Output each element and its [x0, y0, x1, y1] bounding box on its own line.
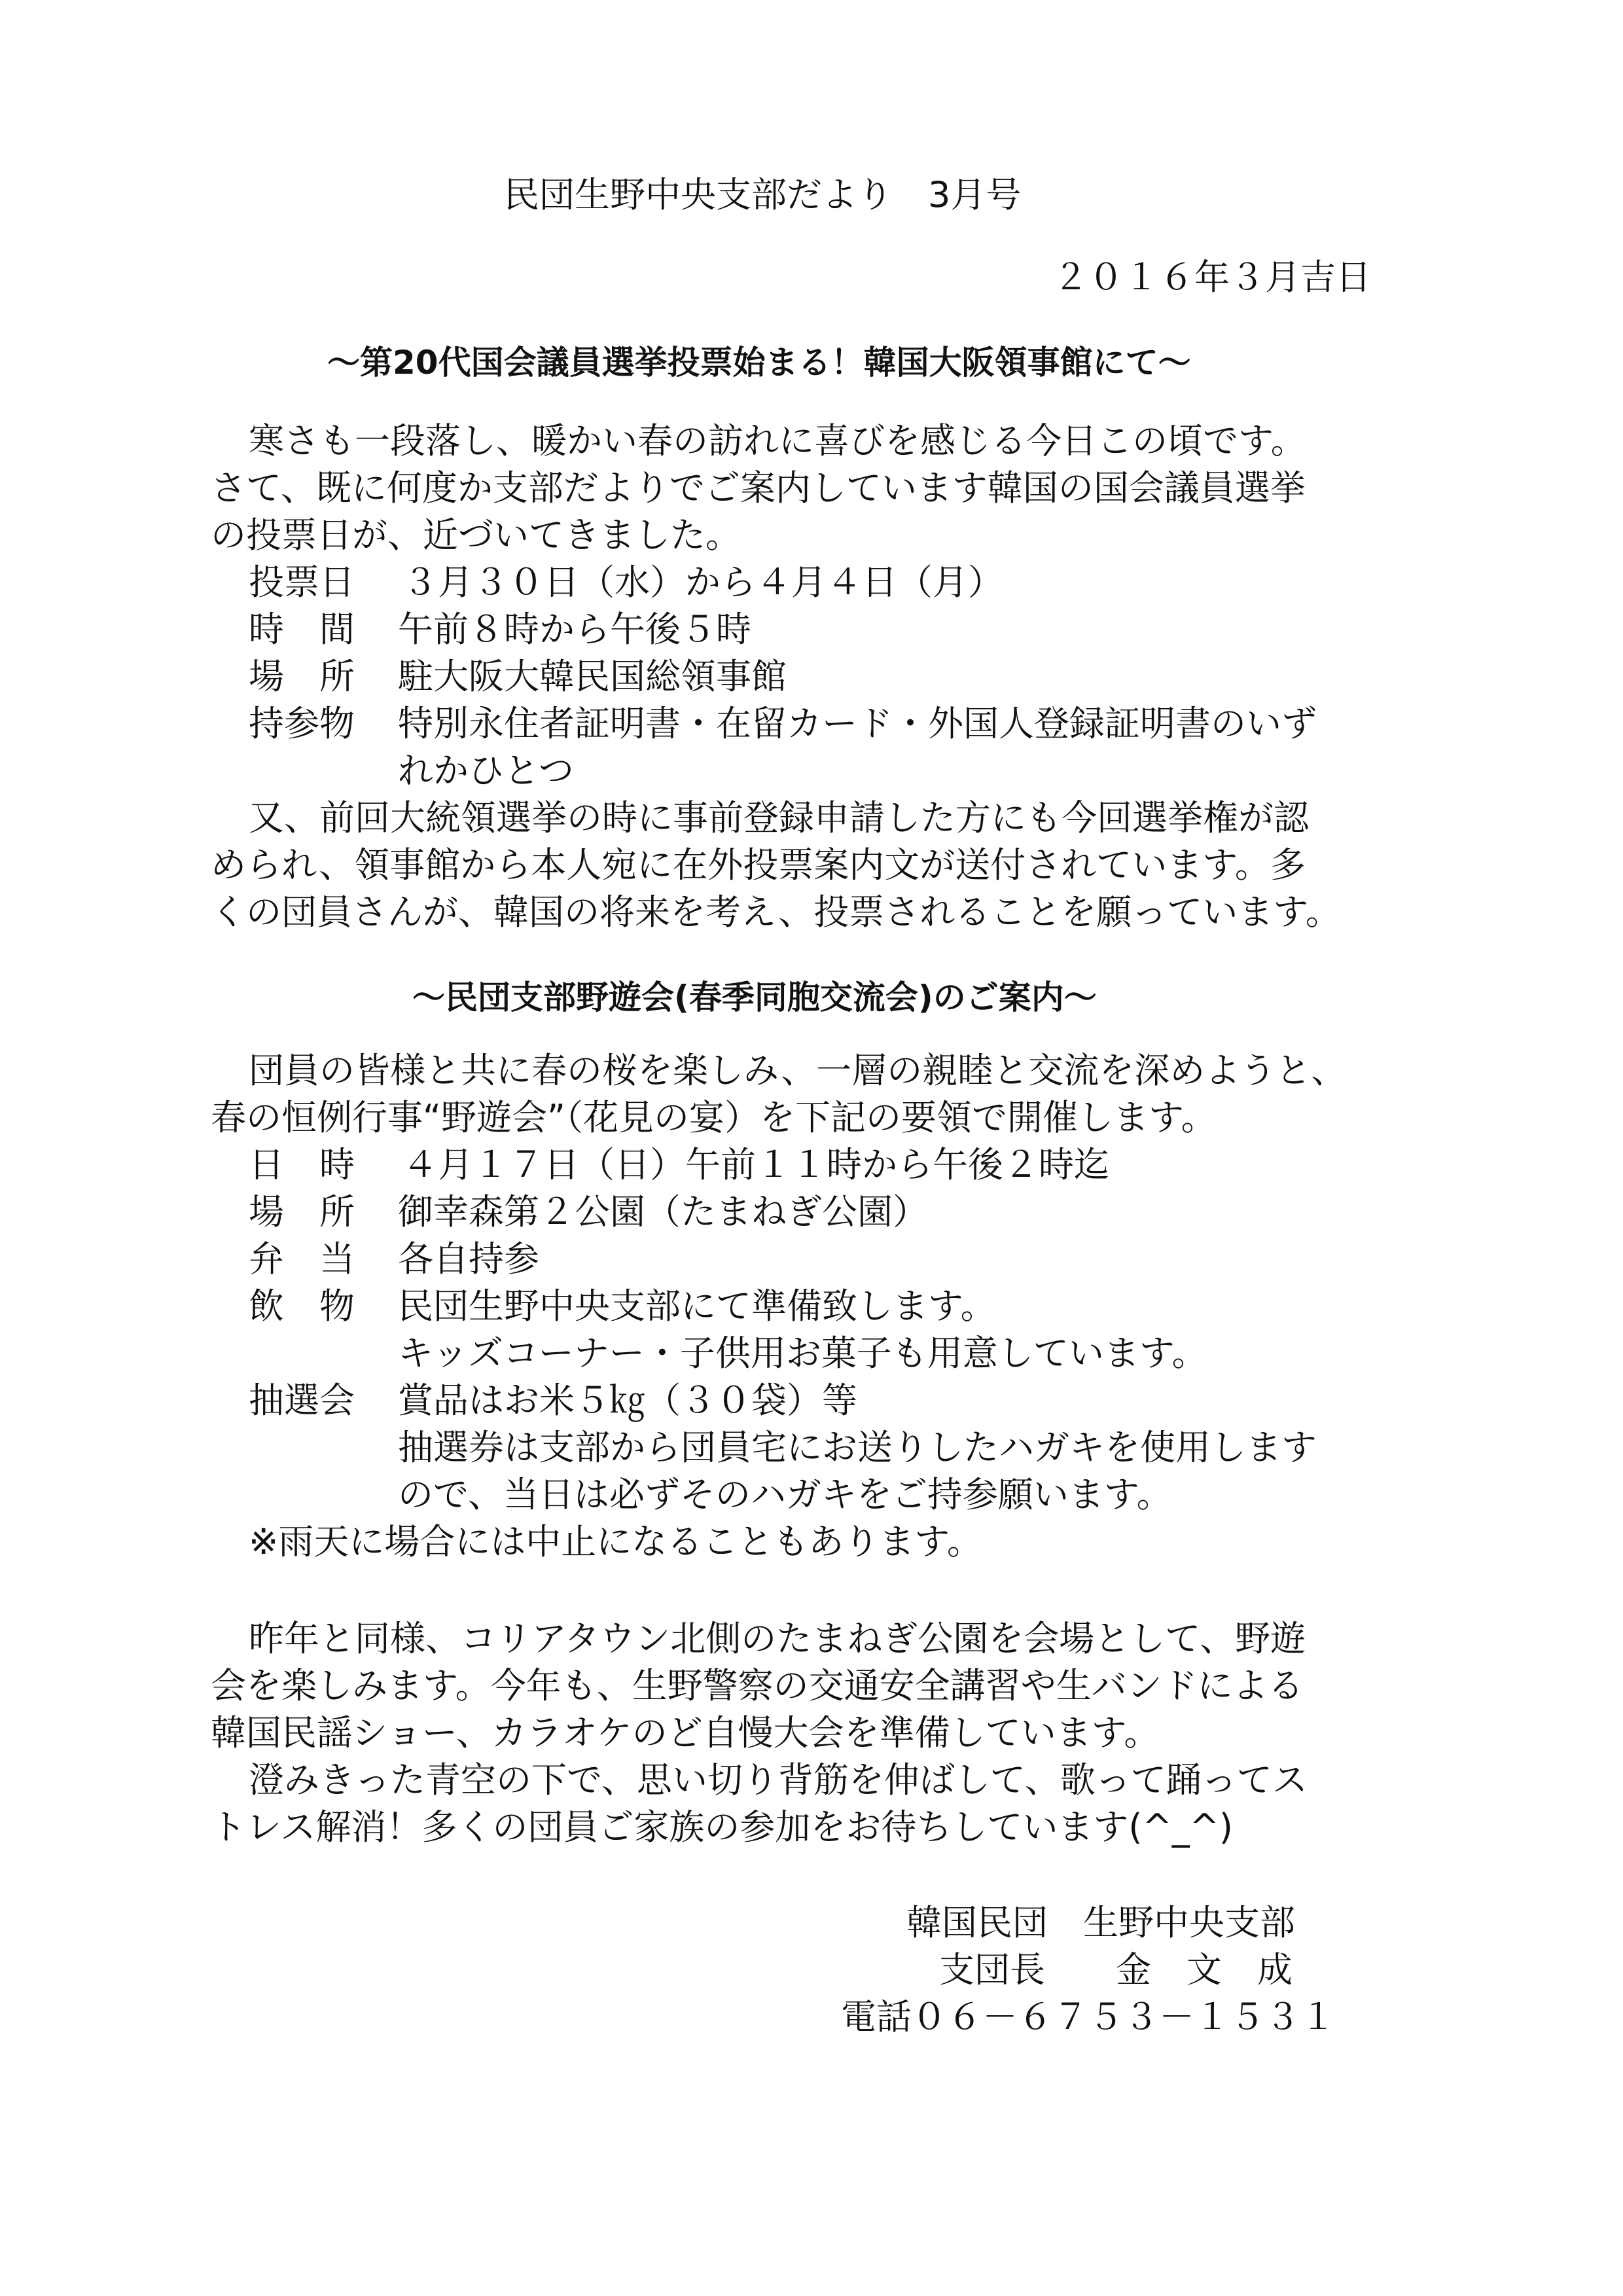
paragraph-line: 春の恒例行事“野遊会”（花見の宴）を下記の要領で開催します。: [211, 1097, 1217, 1138]
rain-note: ※雨天に場合には中止になることもあります。: [249, 1521, 982, 1562]
detail-value: 午前８時から午後５時: [398, 609, 751, 650]
detail-value: ４月１７日（日）午前１１時から午後２時迄: [402, 1144, 1109, 1185]
paragraph-line: 又、前回大統領選挙の時に事前登録申請した方にも今回選挙権が認: [249, 797, 1309, 838]
detail-value: 各自持参: [398, 1238, 539, 1280]
paragraph-line: トレス解消！多くの団員ご家族の参加をお待ちしています(^_^): [211, 1806, 1234, 1848]
section-heading-picnic: ～民団支部野遊会(春季同胞交流会)のご案内～: [412, 978, 1097, 1016]
detail-value: 御幸森第２公園（たまねぎ公園）: [398, 1191, 928, 1232]
paragraph-line: 澄みきった青空の下で、思い切り背筋を伸ばして、歌って踊ってス: [249, 1759, 1308, 1801]
detail-label: 場 所: [249, 1191, 355, 1232]
paragraph-line: 韓国民謡ショー、カラオケのど自慢大会を準備しています。: [211, 1712, 1160, 1753]
paragraph-line: 団員の皆様と共に春の桜を楽しみ、一層の親睦と交流を深めようと、: [249, 1050, 1347, 1091]
detail-value-continued: キッズコーナー・子供用お菓子も用意しています。: [398, 1333, 1207, 1374]
issue-date: ２０１６年３月吉日: [1053, 257, 1371, 298]
detail-value-continued: 抽選券は支部から団員宅にお送りしたハガキを使用します: [398, 1427, 1317, 1468]
signature-organization: 韓国民団 生野中央支部: [906, 1902, 1295, 1943]
detail-label: 場 所: [249, 656, 355, 697]
paragraph-line: 昨年と同様、コリアタウン北側のたまねぎ公園を会場として、野遊: [249, 1618, 1306, 1659]
detail-label: 日 時: [249, 1144, 355, 1185]
detail-value-continued: ので、当日は必ずそのハガキをご持参願います。: [398, 1474, 1172, 1515]
detail-label: 飲 物: [249, 1285, 355, 1327]
detail-label: 持参物: [249, 703, 355, 744]
newsletter-title: 民団生野中央支部だより 3月号: [504, 174, 1022, 215]
detail-label: 弁 当: [249, 1238, 355, 1280]
section-heading-election: ～第20代国会議員選挙投票始まる！韓国大阪領事館にて～: [327, 344, 1191, 382]
signature-leader: 支団長 金 文 成: [939, 1949, 1293, 1990]
signature-phone: 電話０６－６７５３－１５３１: [841, 1996, 1336, 2037]
detail-label: 抽選会: [249, 1380, 355, 1421]
detail-value: 特別永住者証明書・在留カード・外国人登録証明書のいず: [398, 703, 1317, 744]
detail-label: 時 間: [249, 609, 355, 650]
paragraph-line: 寒さも一段落し、暖かい春の訪れに喜びを感じる今日この頃です。: [249, 420, 1306, 461]
detail-value: 賞品はお米５㎏（３０袋）等: [398, 1380, 857, 1421]
paragraph-line: くの団員さんが、韓国の将来を考え、投票されることを願っています。: [211, 891, 1341, 933]
paragraph-line: さて、既に何度か支部だよりでご案内しています韓国の国会議員選挙: [211, 467, 1306, 509]
detail-label: 投票日: [249, 562, 355, 603]
detail-value: ３月３０日（水）から４月４日（月）: [402, 562, 1003, 603]
detail-value: 民団生野中央支部にて準備致します。: [398, 1285, 996, 1327]
paragraph-line: 会を楽しみます。今年も、生野警察の交通安全講習や生バンドによる: [211, 1665, 1304, 1706]
paragraph-line: められ、領事館から本人宛に在外投票案内文が送付されています。多: [211, 844, 1306, 886]
detail-value: 駐大阪大韓民国総領事館: [398, 656, 787, 697]
detail-value-continued: れかひとつ: [398, 750, 574, 791]
paragraph-line: の投票日が、近づいてきました。: [211, 514, 741, 556]
